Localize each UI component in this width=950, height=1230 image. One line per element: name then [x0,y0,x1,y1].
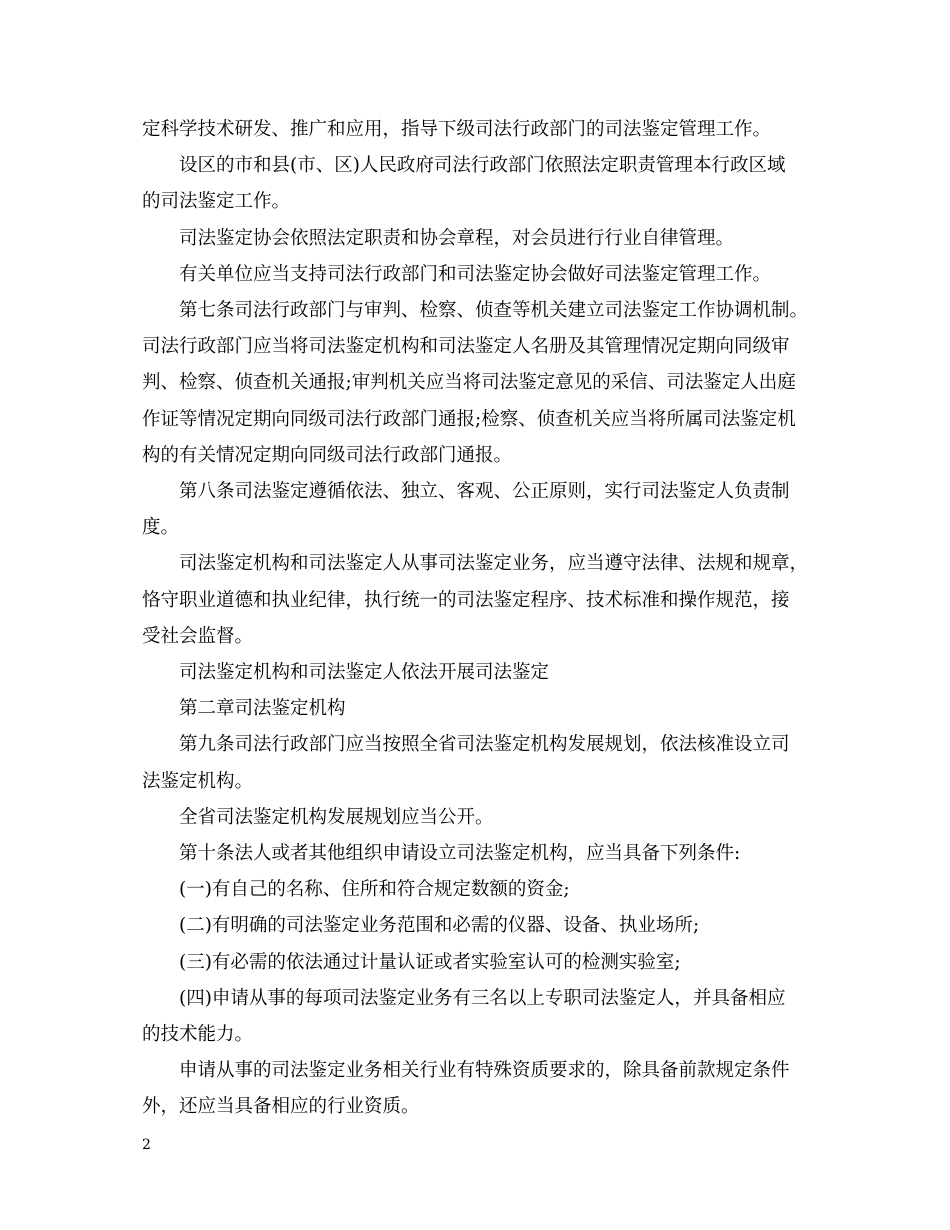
paragraph [142,800,812,836]
document-body [142,112,812,1126]
paragraph-line: 第七条司法行政部门与审判、检察、侦查等机关建立司法鉴定工作协调机制。 [179,300,809,322]
paragraph-line: 外，还应当具备相应的行业资质。 [142,1096,420,1118]
paragraph [142,945,812,981]
paragraph-line: 有关单位应当支持司法行政部门和司法鉴定协会做好司法鉴定管理工作。 [179,263,772,285]
paragraph [142,112,812,148]
paragraph [142,257,812,293]
paragraph [142,221,812,257]
paragraph-line: 第十条法人或者其他组织申请设立司法鉴定机构，应当具备下列条件: [179,843,741,865]
paragraph-line: 设区的市和县(市、区)人民政府司法行政部门依照法定职责管理本行政区域 [179,155,786,177]
paragraph [142,474,812,546]
paragraph [142,1053,812,1125]
paragraph-line: (一)有自己的名称、住所和符合规定数额的资金; [179,879,570,901]
paragraph-line: 的技术能力。 [142,1024,254,1046]
paragraph-line: 法鉴定机构。 [142,770,254,792]
paragraph-line: 司法鉴定机构和司法鉴定人从事司法鉴定业务，应当遵守法律、法规和规章， [179,553,809,575]
paragraph-line: 司法鉴定协会依照法定职责和协会章程，对会员进行行业自律管理。 [179,227,735,249]
paragraph-line: 申请从事的司法鉴定业务相关行业有特殊资质要求的，除具备前款规定条件 [179,1060,790,1082]
paragraph [142,148,812,220]
paragraph [142,691,812,727]
paragraph [142,872,812,908]
paragraph [142,836,812,872]
paragraph-line: (四)申请从事的每项司法鉴定业务有三名以上专职司法鉴定人，并具备相应 [179,987,786,1009]
paragraph-line: 司法鉴定机构和司法鉴定人依法开展司法鉴定 [179,662,550,684]
paragraph-line: (三)有必需的依法通过计量认证或者实验室认可的检测实验室; [179,951,681,973]
paragraph-line: 第二章司法鉴定机构 [179,698,346,720]
paragraph-line: 判、检察、侦查机关通报;审判机关应当将司法鉴定意见的采信、司法鉴定人出庭 [142,372,796,394]
paragraph-line: 作证等情况定期向同级司法行政部门通报;检察、侦查机关应当将所属司法鉴定机 [142,408,796,430]
page-number: 2 [142,1137,151,1153]
paragraph-line: (二)有明确的司法鉴定业务范围和必需的仪器、设备、执业场所; [179,915,700,937]
paragraph [142,293,812,474]
paragraph [142,727,812,799]
paragraph [142,546,812,655]
paragraph-line: 定科学技术研发、推广和应用，指导下级司法行政部门的司法鉴定管理工作。 [142,119,772,140]
paragraph-line: 受社会监督。 [142,625,254,647]
paragraph [142,655,812,691]
paragraph-line: 构的有关情况定期向同级司法行政部门通报。 [142,444,513,466]
paragraph [142,981,812,1053]
paragraph-line: 的司法鉴定工作。 [142,191,291,213]
paragraph-line: 第八条司法鉴定遵循依法、独立、客观、公正原则，实行司法鉴定人负责制 [179,481,790,503]
paragraph-line: 度。 [142,517,180,539]
paragraph-line: 第九条司法行政部门应当按照全省司法鉴定机构发展规划，依法核准设立司 [179,734,790,756]
paragraph-line: 全省司法鉴定机构发展规划应当公开。 [179,806,494,828]
paragraph-line: 司法行政部门应当将司法鉴定机构和司法鉴定人名册及其管理情况定期向同级审 [142,336,790,358]
paragraph-line: 恪守职业道德和执业纪律，执行统一的司法鉴定程序、技术标准和操作规范，接 [142,589,790,611]
paragraph [142,908,812,944]
